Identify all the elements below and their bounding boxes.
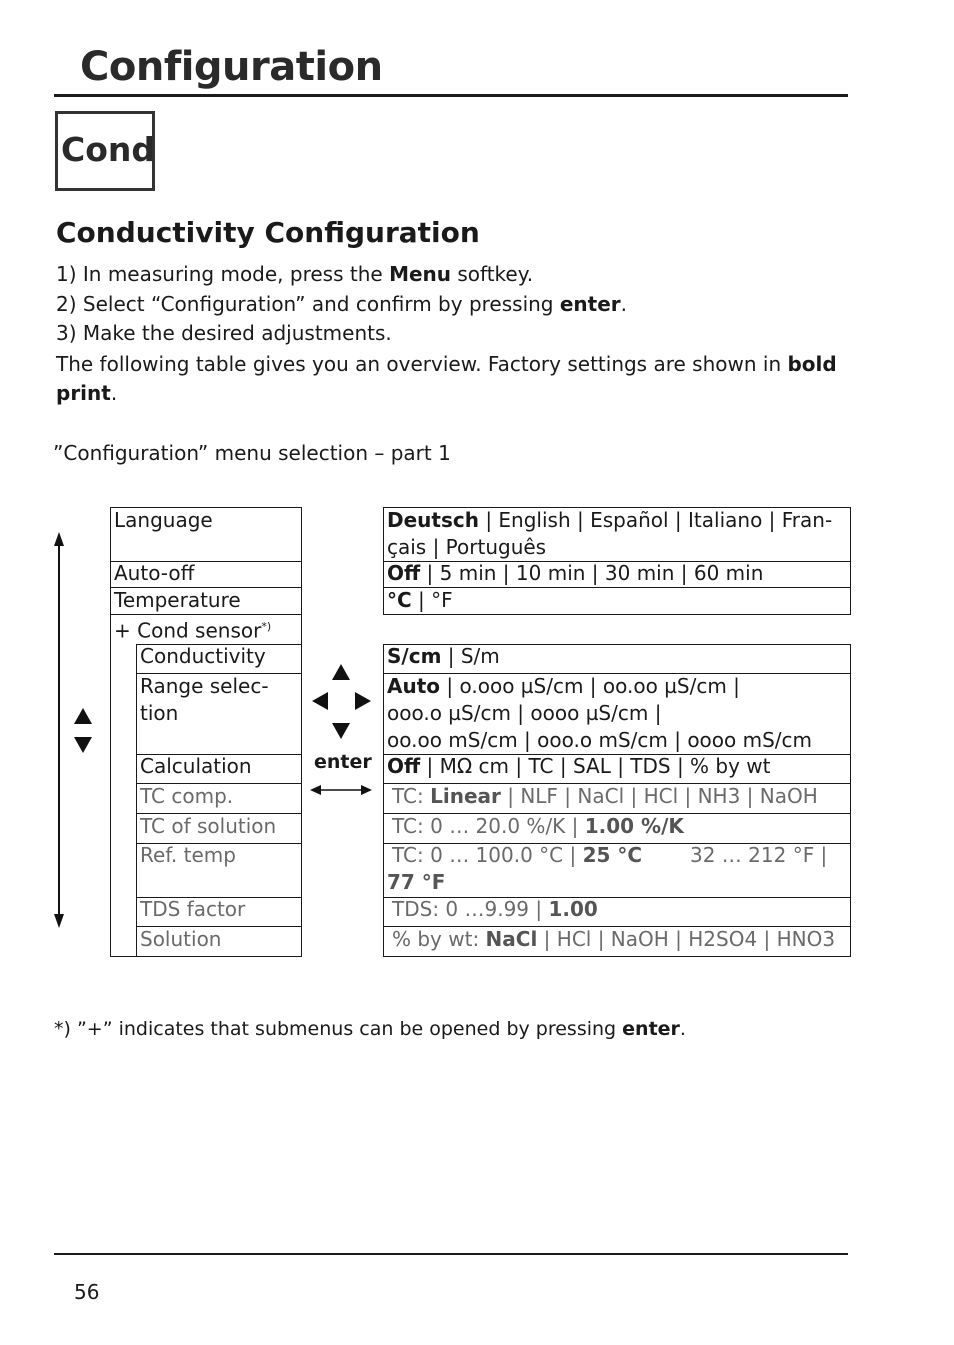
value-conductivity: S/cm | S/m <box>387 644 500 668</box>
footer-rule <box>54 1253 848 1255</box>
page-title: Configuration <box>80 44 383 90</box>
menu-item-temperature: Temperature <box>114 588 241 612</box>
value-range-selection: Auto | o.ooo µS/cm | oo.oo µS/cm | ooo.o µS/cm | oooo µS/cm | oo.oo mS/cm | ooo.o mS/cm | oooo mS/cm <box>387 674 813 752</box>
section-heading: Conductivity Configuration <box>56 216 480 249</box>
menu-item-tc-solution: TC of solution <box>140 814 277 838</box>
table-caption: ”Configuration” menu selection – part 1 <box>53 441 451 465</box>
vertical-double-arrow-icon <box>50 530 70 930</box>
menu-item-tds-factor: TDS factor <box>140 897 246 921</box>
down-arrow-icon <box>74 737 92 753</box>
menu-item-solution: Solution <box>140 927 222 951</box>
nav-up-icon <box>332 664 350 680</box>
horizontal-double-arrow-icon <box>309 782 373 798</box>
footnote: *) ”+” indicates that submenus can be opened by pressing enter. <box>54 1018 686 1040</box>
nav-right-icon <box>355 692 371 710</box>
menu-item-ref-temp: Ref. temp <box>140 843 236 867</box>
cond-tag-box <box>55 111 155 191</box>
up-arrow-icon <box>74 708 92 724</box>
value-temperature: °C | °F <box>387 588 453 612</box>
value-calculation: Off | MΩ cm | TC | SAL | TDS | % by wt <box>387 754 771 778</box>
menu-item-language: Language <box>114 508 213 532</box>
value-tc-solution: TC: 0 … 20.0 %/K | 1.00 %/K <box>392 814 684 838</box>
value-ref-temp-c: TC: 0 … 100.0 °C | 25 °C <box>392 843 643 867</box>
menu-item-auto-off: Auto-off <box>114 561 195 585</box>
menu-item-cond-sensor: + Cond sensor*) <box>114 618 272 643</box>
value-tds-factor: TDS: 0 …9.99 | 1.00 <box>392 897 598 921</box>
nav-down-icon <box>332 723 350 739</box>
value-auto-off: Off | 5 min | 10 min | 30 min | 60 min <box>387 561 764 585</box>
step-3: 3) Make the desired adjustments. <box>56 321 392 345</box>
value-ref-temp-f: 77 °F <box>387 870 446 894</box>
menu-item-range-selection: Range selec- tion <box>140 674 269 725</box>
cond-tag-label: Cond <box>61 130 156 169</box>
menu-item-conductivity: Conductivity <box>140 644 266 668</box>
value-solution: % by wt: NaCl | HCl | NaOH | H2SO4 | HNO3 <box>392 927 836 951</box>
enter-key-label: enter <box>314 751 372 773</box>
step-2: 2) Select “Configuration” and confirm by pressing enter. <box>56 292 628 316</box>
step-1: 1) In measuring mode, press the Menu softkey. <box>56 262 534 286</box>
menu-item-tc-comp: TC comp. <box>140 784 234 808</box>
page-number: 56 <box>74 1280 100 1304</box>
menu-item-calculation: Calculation <box>140 754 252 778</box>
title-rule <box>54 94 848 97</box>
value-tc-comp: TC: Linear | NLF | NaCl | HCl | NH3 | NaOH <box>392 784 818 808</box>
value-ref-temp-f-range: 32 … 212 °F | <box>690 843 828 867</box>
value-language: Deutsch | English | Español | Italiano | Fran- çais | Português <box>387 508 833 559</box>
overview-text: The following table gives you an overview. Factory settings are shown in bold print. <box>56 352 837 405</box>
nav-left-icon <box>312 692 328 710</box>
